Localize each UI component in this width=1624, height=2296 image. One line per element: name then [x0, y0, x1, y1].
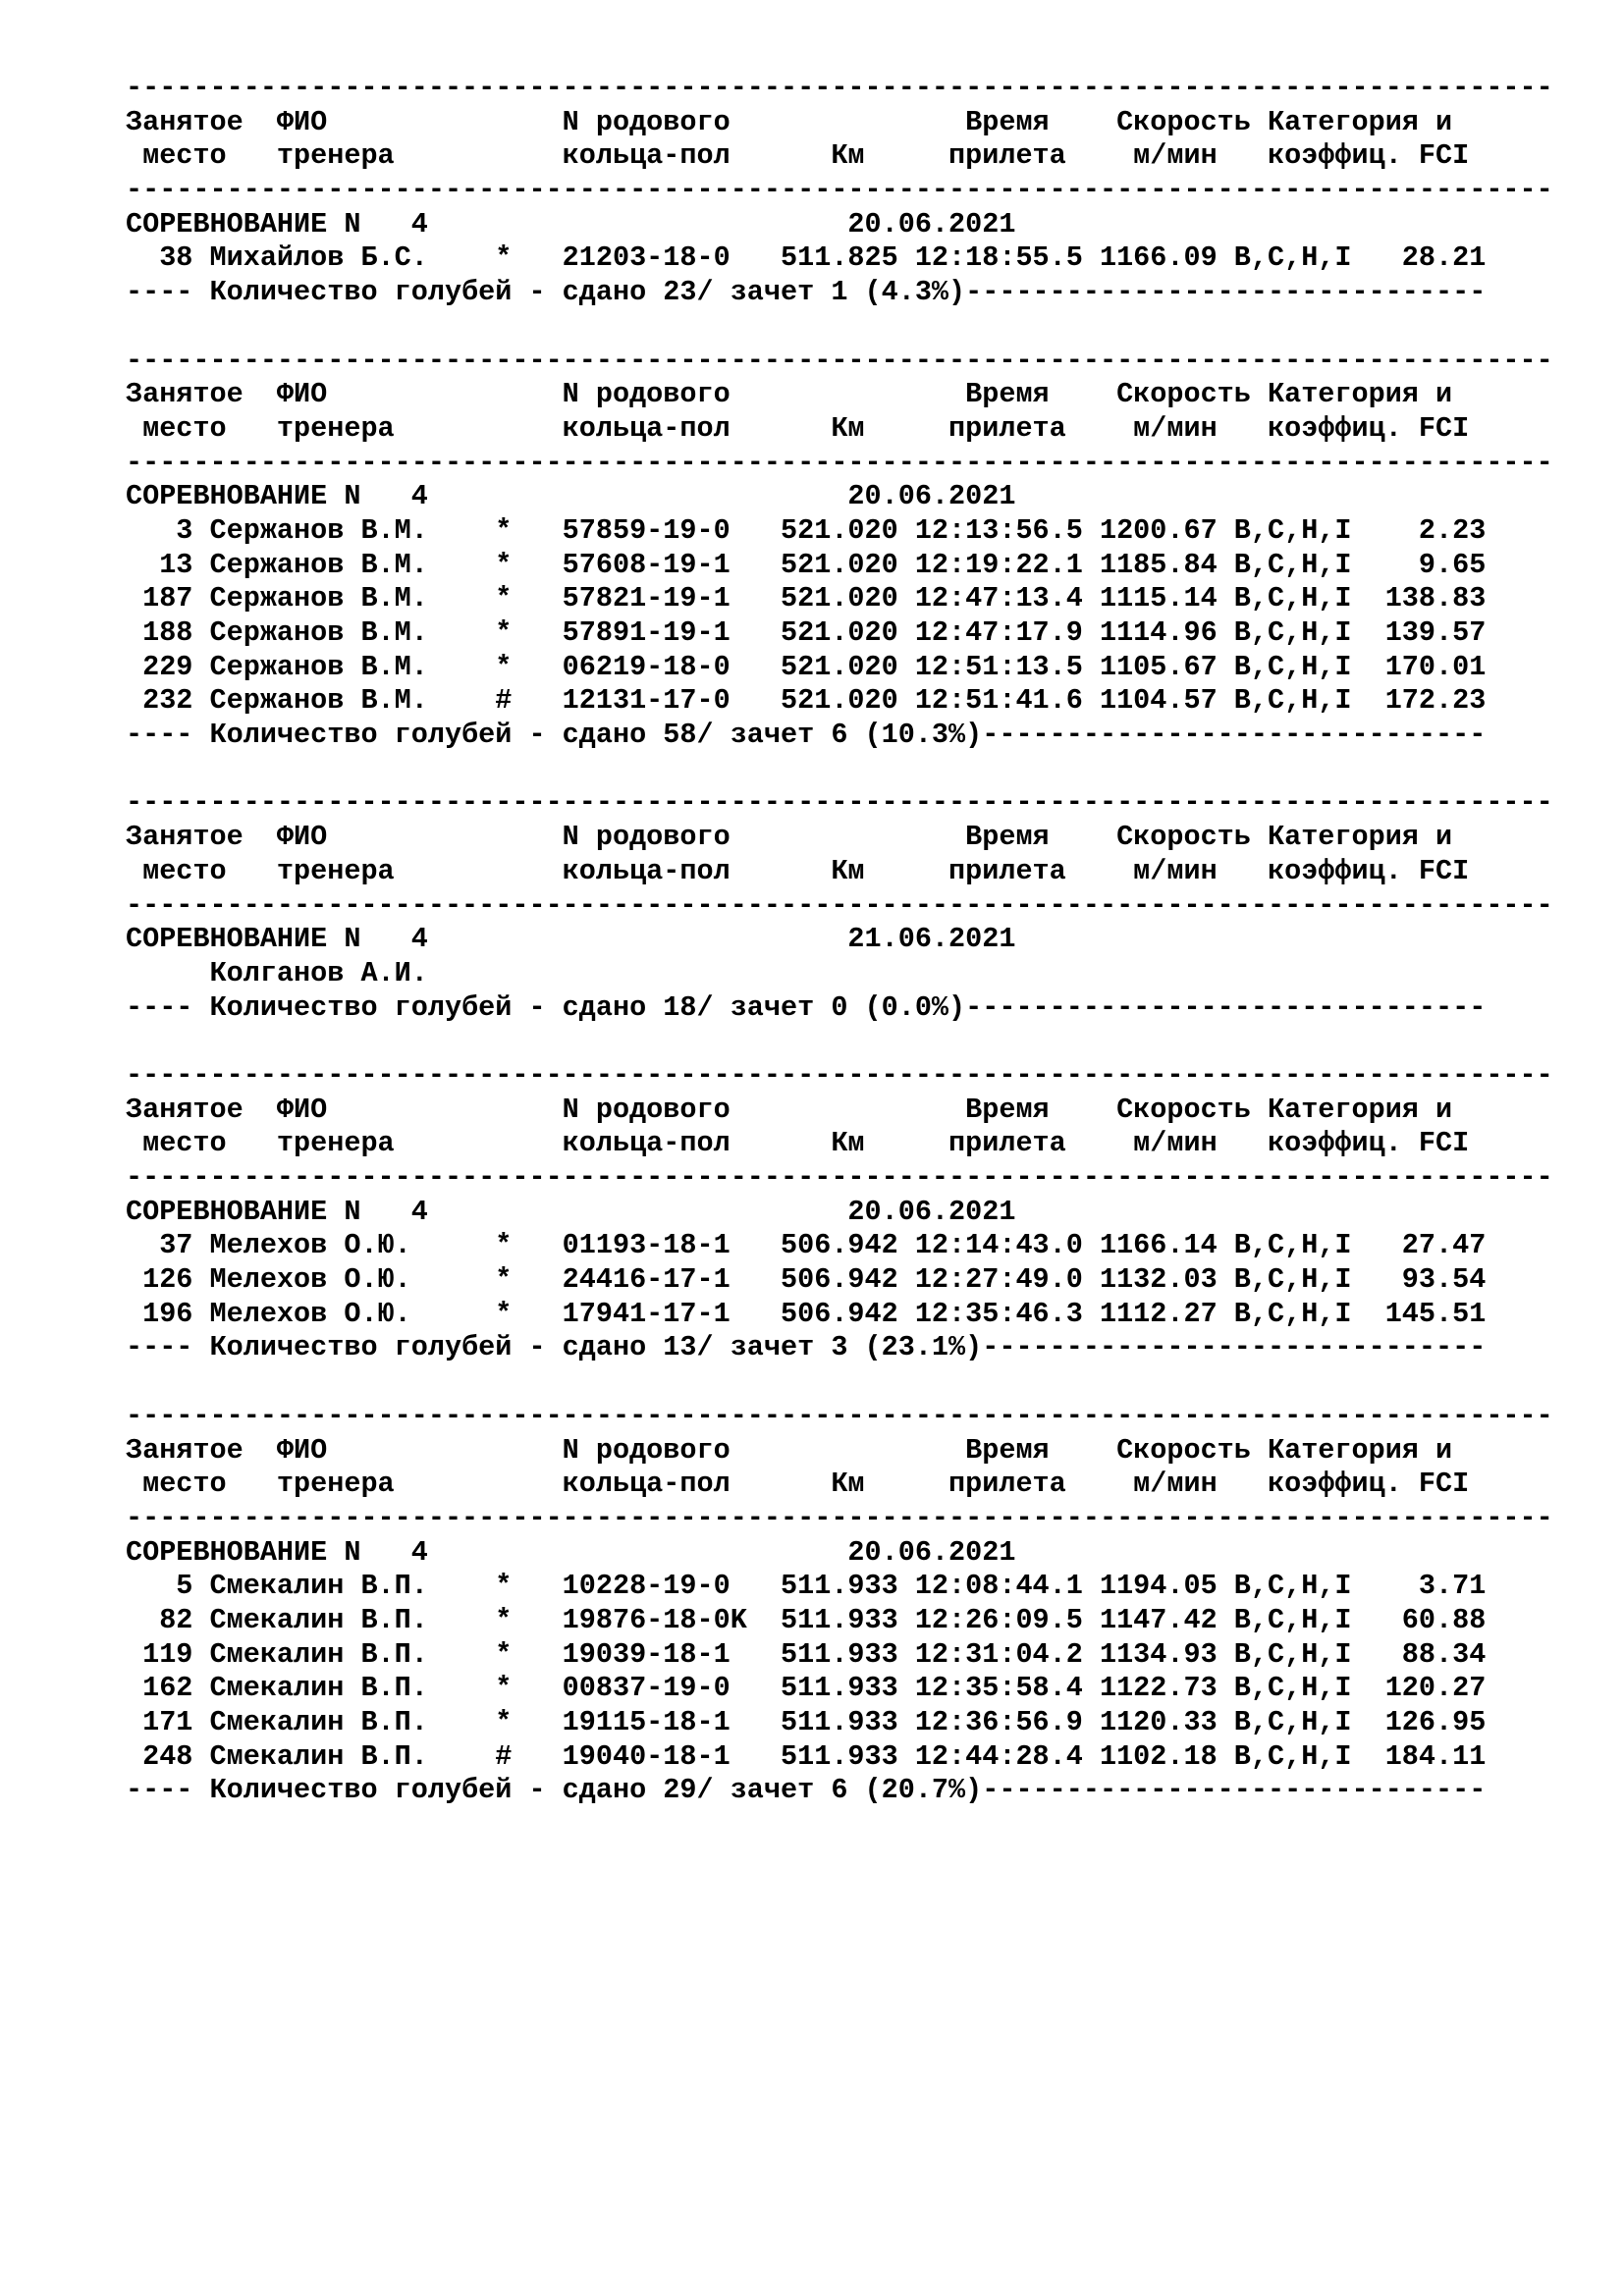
result-row: 248 Смекалин В.П. # 19040-18-1 511.933 12:44:28.4 1102.18 B,C,H,I 184.11 [126, 1739, 1487, 1773]
competition-block [126, 345, 1598, 787]
header-rule-bottom: ------------------------------------------------------------------------------------- [126, 888, 1553, 922]
header-rule-bottom: ------------------------------------------------------------------------------------- [126, 174, 1553, 207]
result-row: 38 Михайлов Б.С. * 21203-18-0 511.825 12:18:55.5 1166.09 B,C,H,I 28.21 [126, 241, 1487, 275]
competition-title: СОРЕВНОВАНИЕ N 4 20.06.2021 [126, 207, 1016, 240]
summary-line: ---- Количество голубей - сдано 18/ зачет 0 (0.0%)------------------------------- [126, 990, 1487, 1024]
result-row: 126 Мелехов О.Ю. * 24416-17-1 506.942 12:27:49.0 1132.03 B,C,H,I 93.54 [126, 1263, 1487, 1297]
competition-title: СОРЕВНОВАНИЕ N 4 21.06.2021 [126, 923, 1016, 956]
competition-title: СОРЕВНОВАНИЕ N 4 20.06.2021 [126, 1535, 1016, 1569]
header-row-1: Занятое ФИО N родового Время Скорость Категория и [126, 1433, 1453, 1467]
header-rule-top: ------------------------------------------------------------------------------------- [126, 1399, 1553, 1432]
results-sheet [126, 72, 1598, 1808]
result-row: 162 Смекалин В.П. * 00837-19-0 511.933 12:35:58.4 1122.73 B,C,H,I 120.27 [126, 1672, 1487, 1705]
spacer [126, 310, 1598, 345]
summary-line: ---- Количество голубей - сдано 29/ зачет 6 (20.7%)------------------------------ [126, 1774, 1487, 1807]
header-row-1: Занятое ФИО N родового Время Скорость Категория и [126, 378, 1453, 411]
result-row: 171 Смекалин В.П. * 19115-18-1 511.933 12:36:56.9 1120.33 B,C,H,I 126.95 [126, 1706, 1487, 1738]
header-rule-top: ------------------------------------------------------------------------------------- [126, 72, 1553, 104]
result-row: 13 Сержанов В.М. * 57608-19-1 521.020 12:19:22.1 1185.84 B,C,H,I 9.65 [126, 548, 1487, 581]
result-row: 5 Смекалин В.П. * 10228-19-0 511.933 12:08:44.1 1194.05 B,C,H,I 3.71 [126, 1570, 1487, 1603]
header-row-2: место тренера кольца-пол Км прилета м/мин коэффиц. FCI [126, 411, 1470, 445]
competition-title: СОРЕВНОВАНИЕ N 4 20.06.2021 [126, 1195, 1016, 1228]
competition-title: СОРЕВНОВАНИЕ N 4 20.06.2021 [126, 480, 1016, 513]
summary-line: ---- Количество голубей - сдано 58/ зачет 6 (10.3%)------------------------------ [126, 719, 1487, 752]
header-row-1: Занятое ФИО N родового Время Скорость Категория и [126, 1093, 1453, 1126]
result-row: 188 Сержанов В.М. * 57891-19-1 521.020 12:47:17.9 1114.96 B,C,H,I 139.57 [126, 616, 1487, 649]
header-rule-top: ------------------------------------------------------------------------------------- [126, 786, 1553, 820]
header-row-1: Занятое ФИО N родового Время Скорость Категория и [126, 821, 1453, 854]
header-row-2: место тренера кольца-пол Км прилета м/мин коэффиц. FCI [126, 1468, 1470, 1501]
result-row: 82 Смекалин В.П. * 19876-18-0K 511.933 12:26:09.5 1147.42 B,C,H,I 60.88 [126, 1603, 1487, 1636]
summary-line: ---- Количество голубей - сдано 23/ зачет 1 (4.3%)------------------------------- [126, 276, 1487, 309]
competition-block [126, 72, 1598, 345]
result-row: 196 Мелехов О.Ю. * 17941-17-1 506.942 12:35:46.3 1112.27 B,C,H,I 145.51 [126, 1297, 1487, 1330]
result-row: Колганов А.И. [126, 956, 428, 989]
summary-line: ---- Количество голубей - сдано 13/ зачет 3 (23.1%)------------------------------ [126, 1331, 1487, 1364]
header-rule-top: ------------------------------------------------------------------------------------- [126, 1058, 1553, 1092]
header-row-1: Занятое ФИО N родового Время Скорость Категория и [126, 105, 1453, 138]
result-row: 187 Сержанов В.М. * 57821-19-1 521.020 12:47:13.4 1115.14 B,C,H,I 138.83 [126, 582, 1487, 615]
spacer [126, 1365, 1598, 1400]
result-row: 37 Мелехов О.Ю. * 01193-18-1 506.942 12:14:43.0 1166.14 B,C,H,I 27.47 [126, 1229, 1487, 1262]
result-row: 232 Сержанов В.М. # 12131-17-0 521.020 12:51:41.6 1104.57 B,C,H,I 172.23 [126, 684, 1487, 718]
header-rule-top: ------------------------------------------------------------------------------------- [126, 344, 1553, 377]
result-row: 229 Сержанов В.М. * 06219-18-0 521.020 12:51:13.5 1105.67 B,C,H,I 170.01 [126, 650, 1487, 683]
result-row: 3 Сержанов В.М. * 57859-19-0 521.020 12:13:56.5 1200.67 B,C,H,I 2.23 [126, 513, 1487, 547]
spacer [126, 1025, 1598, 1059]
competition-block [126, 786, 1598, 1059]
header-rule-bottom: ------------------------------------------------------------------------------------- [126, 1161, 1553, 1194]
header-row-2: место тренера кольца-пол Км прилета м/мин коэффиц. FCI [126, 1127, 1470, 1160]
competition-block [126, 1059, 1598, 1400]
competition-block [126, 1400, 1598, 1808]
header-row-2: место тренера кольца-пол Км прилета м/мин коэффиц. FCI [126, 854, 1470, 887]
result-row: 119 Смекалин В.П. * 19039-18-1 511.933 12:31:04.2 1134.93 B,C,H,I 88.34 [126, 1637, 1487, 1671]
header-rule-bottom: ------------------------------------------------------------------------------------- [126, 1501, 1553, 1534]
spacer [126, 753, 1598, 787]
header-row-2: место тренера кольца-пол Км прилета м/мин коэффиц. FCI [126, 139, 1470, 173]
header-rule-bottom: ------------------------------------------------------------------------------------- [126, 446, 1553, 479]
